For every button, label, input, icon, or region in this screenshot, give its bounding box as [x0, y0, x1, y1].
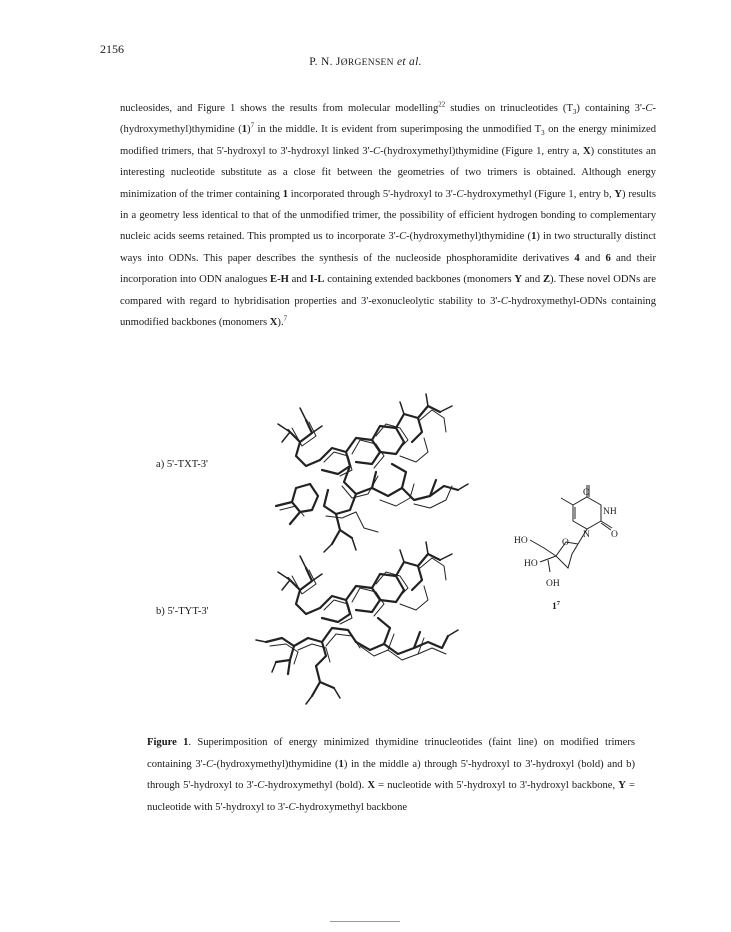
body-paragraph-text: nucleosides, and Figure 1 shows the results from molecular modelling$^{22}$ studies on trinucleotides $(T_3)$ containing 3'-C-(hydroxymethyl)thymidine $(1)^7$ in the middle. It is evident from superimposing the unmodified $T_3$ on the energy minimized modified trimers, that 5'-hydroxyl to 3'-hydroxyl linked 3'-C-(hydroxymethyl)thymidine (Figure 1, entry a, X) constitutes an interesting nucleotide substitute as a close fit between the geometries of two trimers is obtained. Although energy minimization of the trimer containing 1 incorporated through 5'-hydroxyl to 3'-C-hydroxymethyl (Figure 1, entry b, Y) results in a geometry less identical to that of the unmodified trimer, the possibility of efficient hydrogen bonding to complementary nucleic acids seems retained. This prompted us to incorporate 3'-C-(hydroxymethyl)thymidine (1) in two structurally distinct ways into ODNs. This paper describes the synthesis of the nucleoside phosphoramidite derivatives 4 and 6 and their incorporation into ODN analogues E-H and I-L containing extended backbones (monomers Y and Z). These novel ODNs are compared with regard to hybridisation properties and 3'-exonucleolytic stability to 3'-C-hydroxymethyl-ODNs containing unmodified backbones (monomers X).$^7$ [120, 100, 657, 329]
figure-caption-text: Figure 1. Superimposition of energy minimized thymidine trinucleotides (faint line) on modified trimers containing 3'-C-(hydroxymethyl)thymidine (1) in the middle a) through 5'-hydroxyl to 3'-hydroxyl (bold) and b) through 5'-hydroxyl to 3'-C-hydroxymethyl (bold). X = nucleotide with 5'-hydroxyl to 3'-hydroxyl backbone, Y = nucleotide with 5'-hydroxyl to 3'-C-hydroxymethyl backbone [147, 737, 636, 813]
atom-nh: NH [603, 507, 617, 517]
atom-ho-5prime: HO [514, 536, 528, 546]
structure-label-ref: 7 [556, 600, 560, 607]
molecular-model-a [276, 394, 468, 552]
page-number: 2156 [100, 42, 124, 56]
structure-label [552, 600, 561, 612]
atom-o-carbonyl-right: O [611, 530, 618, 540]
footer-rule [330, 921, 400, 922]
molecular-model-b [256, 542, 458, 704]
figure-label-b: b) 5'-TYT-3' [156, 606, 209, 617]
structure-label-number: 1 [552, 602, 557, 612]
figure-caption [147, 732, 635, 818]
atom-n1: N [583, 530, 590, 540]
figure-label-a: a) 5'-TXT-3' [156, 459, 208, 470]
atom-o-carbonyl-top: O [583, 488, 590, 498]
atom-o-ring: O [562, 538, 569, 548]
running-head-et-al: et al. [396, 56, 422, 68]
atom-oh: OH [546, 579, 560, 589]
chemical-structure-atoms [514, 488, 618, 612]
running-head-author: P. N. JØRGENSEN [309, 56, 394, 68]
atom-ho-3prime: HO [524, 559, 538, 569]
chemical-structure-1 [530, 485, 612, 572]
